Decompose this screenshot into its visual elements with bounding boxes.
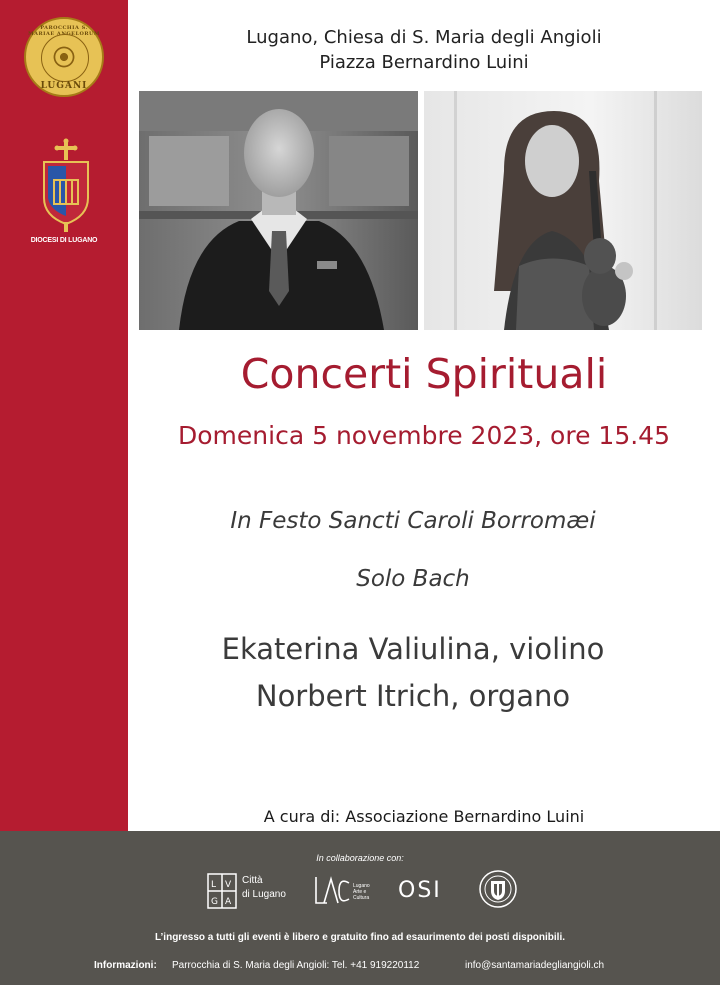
- info-email-link[interactable]: info@santamariadegliangioli.ch: [465, 960, 605, 971]
- info-parish-phone: Parrocchia di S. Maria degli Angioli: Tel. +41 919220112: [172, 960, 420, 971]
- lvga-mark-icon: [207, 873, 237, 909]
- coat-of-arms-seal-icon: [478, 869, 518, 909]
- performer-violin: Ekaterina Valiulina, violino: [221, 632, 605, 666]
- logo-citta-word: Città: [242, 875, 263, 886]
- footer-band: [0, 831, 720, 985]
- lac-mark-icon: [313, 871, 351, 909]
- lac-sub1: Lugano: [353, 883, 370, 889]
- performer-organ: Norbert Itrich, organo: [255, 679, 571, 713]
- osi-logo: [398, 871, 448, 911]
- event-subtitle-feast: In Festo Sancti Caroli Borromæi: [230, 508, 596, 534]
- diocese-coat-of-arms-icon: [40, 138, 92, 234]
- osi-text: OSI: [398, 878, 442, 903]
- lac-logo: [313, 871, 388, 911]
- lac-sub2: Arte e: [353, 889, 367, 895]
- diocese-label: DIOCESI DI LUGANO: [30, 237, 98, 244]
- event-subtitle-program: Solo Bach: [356, 566, 470, 592]
- sidebar-band: [0, 0, 128, 831]
- location-line2: Piazza Bernardino Luini: [319, 52, 529, 73]
- location-line1: Lugano, Chiesa di S. Maria degli Angioli: [246, 27, 602, 48]
- parish-seal-icon: [24, 17, 104, 97]
- seal-text-top: PAROCCHIA S. MARIAE ANGELORUM: [28, 25, 100, 37]
- event-title: Concerti Spirituali: [240, 350, 608, 398]
- photo-organist: [139, 91, 418, 330]
- collab-label: In collaborazione con:: [316, 853, 404, 863]
- citta-di-lugano-logo: [207, 871, 297, 911]
- seal-text-bottom: LUGANI: [40, 81, 88, 91]
- event-date: Domenica 5 novembre 2023, ore 15.45: [178, 421, 670, 450]
- svg-text:L: L: [211, 880, 217, 890]
- svg-text:G: G: [211, 897, 218, 907]
- photo-violinist: [424, 91, 702, 330]
- logo-di-lugano-word: di Lugano: [242, 889, 286, 900]
- info-row: [0, 960, 720, 974]
- lac-sub3: Cultura: [353, 895, 370, 901]
- svg-text:A: A: [225, 897, 232, 907]
- svg-text:V: V: [225, 880, 232, 890]
- info-label: Informazioni:: [94, 960, 157, 971]
- free-entry-notice: L’ingresso a tutti gli eventi è libero e gratuito fino ad esaurimento dei posti disponibili.: [154, 932, 566, 943]
- curator-line: A cura di: Associazione Bernardino Luini: [263, 807, 585, 826]
